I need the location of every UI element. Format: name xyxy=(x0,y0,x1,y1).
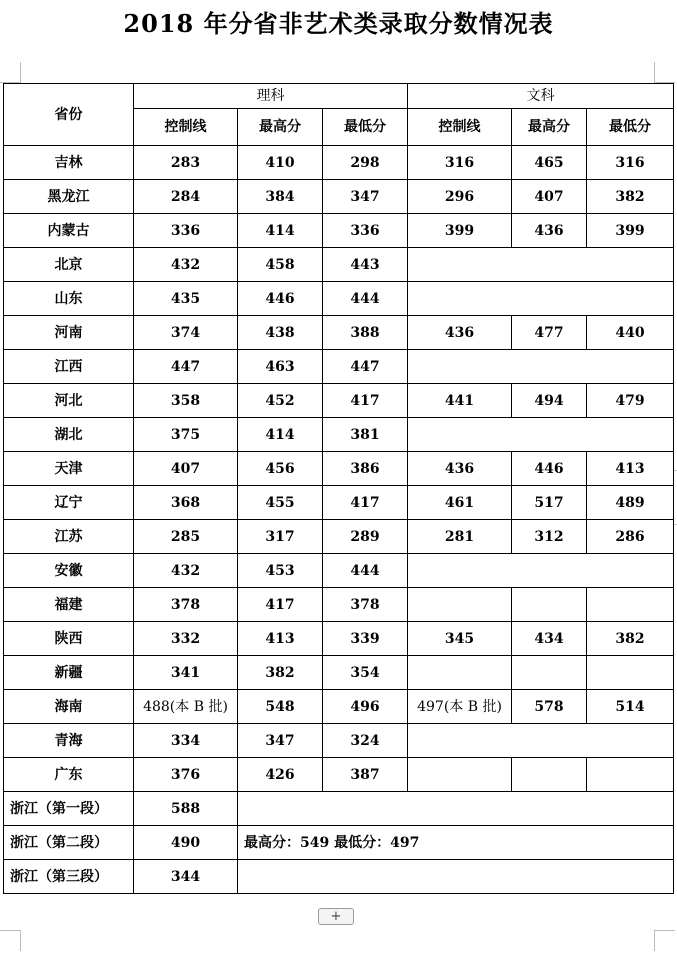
science-score-cell: 407 xyxy=(134,452,238,486)
table-row xyxy=(4,316,674,350)
arts-score-cell: 399 xyxy=(408,214,512,248)
arts-score-cell: 382 xyxy=(587,180,674,214)
province-cell: 江苏 xyxy=(4,520,134,554)
arts-score-cell xyxy=(512,758,587,792)
science-score-cell: 339 xyxy=(323,622,408,656)
science-score-cell: 378 xyxy=(134,588,238,622)
table-row xyxy=(4,758,674,792)
zhejiang-note-cell: 最高分：549 最低分：497 xyxy=(238,826,674,860)
arts-score-cell: 434 xyxy=(512,622,587,656)
table-row xyxy=(4,146,674,180)
science-score-cell: 358 xyxy=(134,384,238,418)
arts-score-cell: 446 xyxy=(512,452,587,486)
province-cell: 黑龙江 xyxy=(4,180,134,214)
province-cell: 浙江（第一段） xyxy=(4,792,134,826)
arts-score-cell: 436 xyxy=(512,214,587,248)
science-score-cell: 344 xyxy=(134,860,238,894)
arts-score-cell: 514 xyxy=(587,690,674,724)
province-cell: 安徽 xyxy=(4,554,134,588)
science-score-cell: 387 xyxy=(323,758,408,792)
science-score-cell: 438 xyxy=(238,316,323,350)
province-cell: 辽宁 xyxy=(4,486,134,520)
table-row xyxy=(4,520,674,554)
arts-empty-cell xyxy=(408,282,674,316)
science-score-cell: 443 xyxy=(323,248,408,282)
table-row xyxy=(4,248,674,282)
arts-score-cell: 436 xyxy=(408,316,512,350)
header-sci-max: 最高分 xyxy=(238,109,323,146)
province-cell: 新疆 xyxy=(4,656,134,690)
header-row-1 xyxy=(4,84,674,109)
province-cell: 浙江（第二段） xyxy=(4,826,134,860)
province-cell: 湖北 xyxy=(4,418,134,452)
science-score-cell: 289 xyxy=(323,520,408,554)
table-row xyxy=(4,554,674,588)
table-row xyxy=(4,860,674,894)
science-score-cell: 490 xyxy=(134,826,238,860)
arts-score-cell: 440 xyxy=(587,316,674,350)
science-score-cell: 426 xyxy=(238,758,323,792)
arts-score-cell xyxy=(408,758,512,792)
header-arts: 文科 xyxy=(408,84,674,109)
table-row xyxy=(4,486,674,520)
science-score-cell: 376 xyxy=(134,758,238,792)
header-science: 理科 xyxy=(134,84,408,109)
science-score-cell: 324 xyxy=(323,724,408,758)
science-score-cell: 382 xyxy=(238,656,323,690)
arts-score-cell xyxy=(408,656,512,690)
add-row-button[interactable]: + xyxy=(318,908,354,925)
arts-score-cell: 281 xyxy=(408,520,512,554)
table-row xyxy=(4,690,674,724)
crop-mark-top-right xyxy=(654,62,675,83)
science-score-cell: 386 xyxy=(323,452,408,486)
arts-score-cell: 477 xyxy=(512,316,587,350)
arts-score-cell xyxy=(512,588,587,622)
science-score-cell: 432 xyxy=(134,248,238,282)
arts-score-cell: 489 xyxy=(587,486,674,520)
arts-score-cell: 578 xyxy=(512,690,587,724)
arts-score-cell xyxy=(587,758,674,792)
science-score-cell: 341 xyxy=(134,656,238,690)
science-score-cell: 332 xyxy=(134,622,238,656)
arts-score-cell: 436 xyxy=(408,452,512,486)
science-score-cell: 336 xyxy=(134,214,238,248)
province-cell: 天津 xyxy=(4,452,134,486)
science-score-cell: 496 xyxy=(323,690,408,724)
table-row xyxy=(4,724,674,758)
arts-score-cell: 312 xyxy=(512,520,587,554)
science-score-cell: 283 xyxy=(134,146,238,180)
arts-score-cell: 441 xyxy=(408,384,512,418)
province-cell: 陕西 xyxy=(4,622,134,656)
province-cell: 河北 xyxy=(4,384,134,418)
table-row xyxy=(4,384,674,418)
arts-score-cell: 286 xyxy=(587,520,674,554)
table-row xyxy=(4,214,674,248)
science-score-cell: 374 xyxy=(134,316,238,350)
science-score-cell: 334 xyxy=(134,724,238,758)
science-score-cell: 378 xyxy=(323,588,408,622)
science-score-cell: 444 xyxy=(323,282,408,316)
arts-score-cell xyxy=(408,588,512,622)
arts-score-cell: 316 xyxy=(587,146,674,180)
province-cell: 海南 xyxy=(4,690,134,724)
science-score-cell: 336 xyxy=(323,214,408,248)
science-score-cell: 458 xyxy=(238,248,323,282)
science-score-cell: 456 xyxy=(238,452,323,486)
science-score-cell: 452 xyxy=(238,384,323,418)
arts-score-cell: 517 xyxy=(512,486,587,520)
arts-score-cell: 407 xyxy=(512,180,587,214)
header-province: 省份 xyxy=(4,84,134,146)
table-row xyxy=(4,452,674,486)
arts-score-cell: 479 xyxy=(587,384,674,418)
arts-score-cell: 461 xyxy=(408,486,512,520)
table-row xyxy=(4,282,674,316)
table-row xyxy=(4,792,674,826)
science-score-cell: 298 xyxy=(323,146,408,180)
crop-mark-bottom-left xyxy=(0,930,21,951)
arts-score-cell: 296 xyxy=(408,180,512,214)
science-score-cell: 285 xyxy=(134,520,238,554)
arts-score-cell: 465 xyxy=(512,146,587,180)
science-score-cell: 368 xyxy=(134,486,238,520)
arts-score-cell: 497(本 B 批) xyxy=(408,690,512,724)
province-cell: 北京 xyxy=(4,248,134,282)
province-cell: 福建 xyxy=(4,588,134,622)
science-score-cell: 384 xyxy=(238,180,323,214)
zhejiang-note-cell xyxy=(238,860,674,894)
arts-empty-cell xyxy=(408,350,674,384)
header-sci-min: 最低分 xyxy=(323,109,408,146)
arts-empty-cell xyxy=(408,554,674,588)
science-score-cell: 347 xyxy=(323,180,408,214)
arts-score-cell: 413 xyxy=(587,452,674,486)
science-score-cell: 432 xyxy=(134,554,238,588)
header-sci-control-line: 控制线 xyxy=(134,109,238,146)
science-score-cell: 548 xyxy=(238,690,323,724)
science-score-cell: 317 xyxy=(238,520,323,554)
arts-score-cell: 316 xyxy=(408,146,512,180)
header-arts-max: 最高分 xyxy=(512,109,587,146)
table-row xyxy=(4,350,674,384)
province-cell: 吉林 xyxy=(4,146,134,180)
science-score-cell: 444 xyxy=(323,554,408,588)
science-score-cell: 435 xyxy=(134,282,238,316)
province-cell: 河南 xyxy=(4,316,134,350)
table-row xyxy=(4,622,674,656)
province-cell: 青海 xyxy=(4,724,134,758)
province-cell: 江西 xyxy=(4,350,134,384)
score-table xyxy=(3,83,674,894)
science-score-cell: 417 xyxy=(323,384,408,418)
table-row xyxy=(4,588,674,622)
science-score-cell: 447 xyxy=(134,350,238,384)
table-row xyxy=(4,656,674,690)
science-score-cell: 414 xyxy=(238,214,323,248)
arts-empty-cell xyxy=(408,724,674,758)
science-score-cell: 414 xyxy=(238,418,323,452)
header-arts-min: 最低分 xyxy=(587,109,674,146)
province-cell: 内蒙古 xyxy=(4,214,134,248)
arts-score-cell: 494 xyxy=(512,384,587,418)
science-score-cell: 284 xyxy=(134,180,238,214)
science-score-cell: 413 xyxy=(238,622,323,656)
science-score-cell: 446 xyxy=(238,282,323,316)
province-cell: 山东 xyxy=(4,282,134,316)
science-score-cell: 488(本 B 批) xyxy=(134,690,238,724)
arts-empty-cell xyxy=(408,418,674,452)
table-row xyxy=(4,180,674,214)
arts-score-cell: 345 xyxy=(408,622,512,656)
arts-score-cell xyxy=(587,656,674,690)
arts-score-cell xyxy=(587,588,674,622)
science-score-cell: 388 xyxy=(323,316,408,350)
science-score-cell: 410 xyxy=(238,146,323,180)
science-score-cell: 417 xyxy=(323,486,408,520)
science-score-cell: 463 xyxy=(238,350,323,384)
science-score-cell: 381 xyxy=(323,418,408,452)
table-row xyxy=(4,826,674,860)
arts-empty-cell xyxy=(408,248,674,282)
province-cell: 浙江（第三段） xyxy=(4,860,134,894)
science-score-cell: 453 xyxy=(238,554,323,588)
science-score-cell: 375 xyxy=(134,418,238,452)
science-score-cell: 354 xyxy=(323,656,408,690)
zhejiang-note-cell xyxy=(238,792,674,826)
science-score-cell: 588 xyxy=(134,792,238,826)
header-arts-control-line: 控制线 xyxy=(408,109,512,146)
arts-score-cell: 399 xyxy=(587,214,674,248)
science-score-cell: 447 xyxy=(323,350,408,384)
province-cell: 广东 xyxy=(4,758,134,792)
arts-score-cell xyxy=(512,656,587,690)
science-score-cell: 417 xyxy=(238,588,323,622)
crop-mark-bottom-right xyxy=(654,930,675,951)
page-title: 2018 年分省非艺术类录取分数情况表 xyxy=(123,9,554,38)
arts-score-cell: 382 xyxy=(587,622,674,656)
science-score-cell: 455 xyxy=(238,486,323,520)
science-score-cell: 347 xyxy=(238,724,323,758)
table-row xyxy=(4,418,674,452)
crop-mark-top-left xyxy=(0,62,21,83)
